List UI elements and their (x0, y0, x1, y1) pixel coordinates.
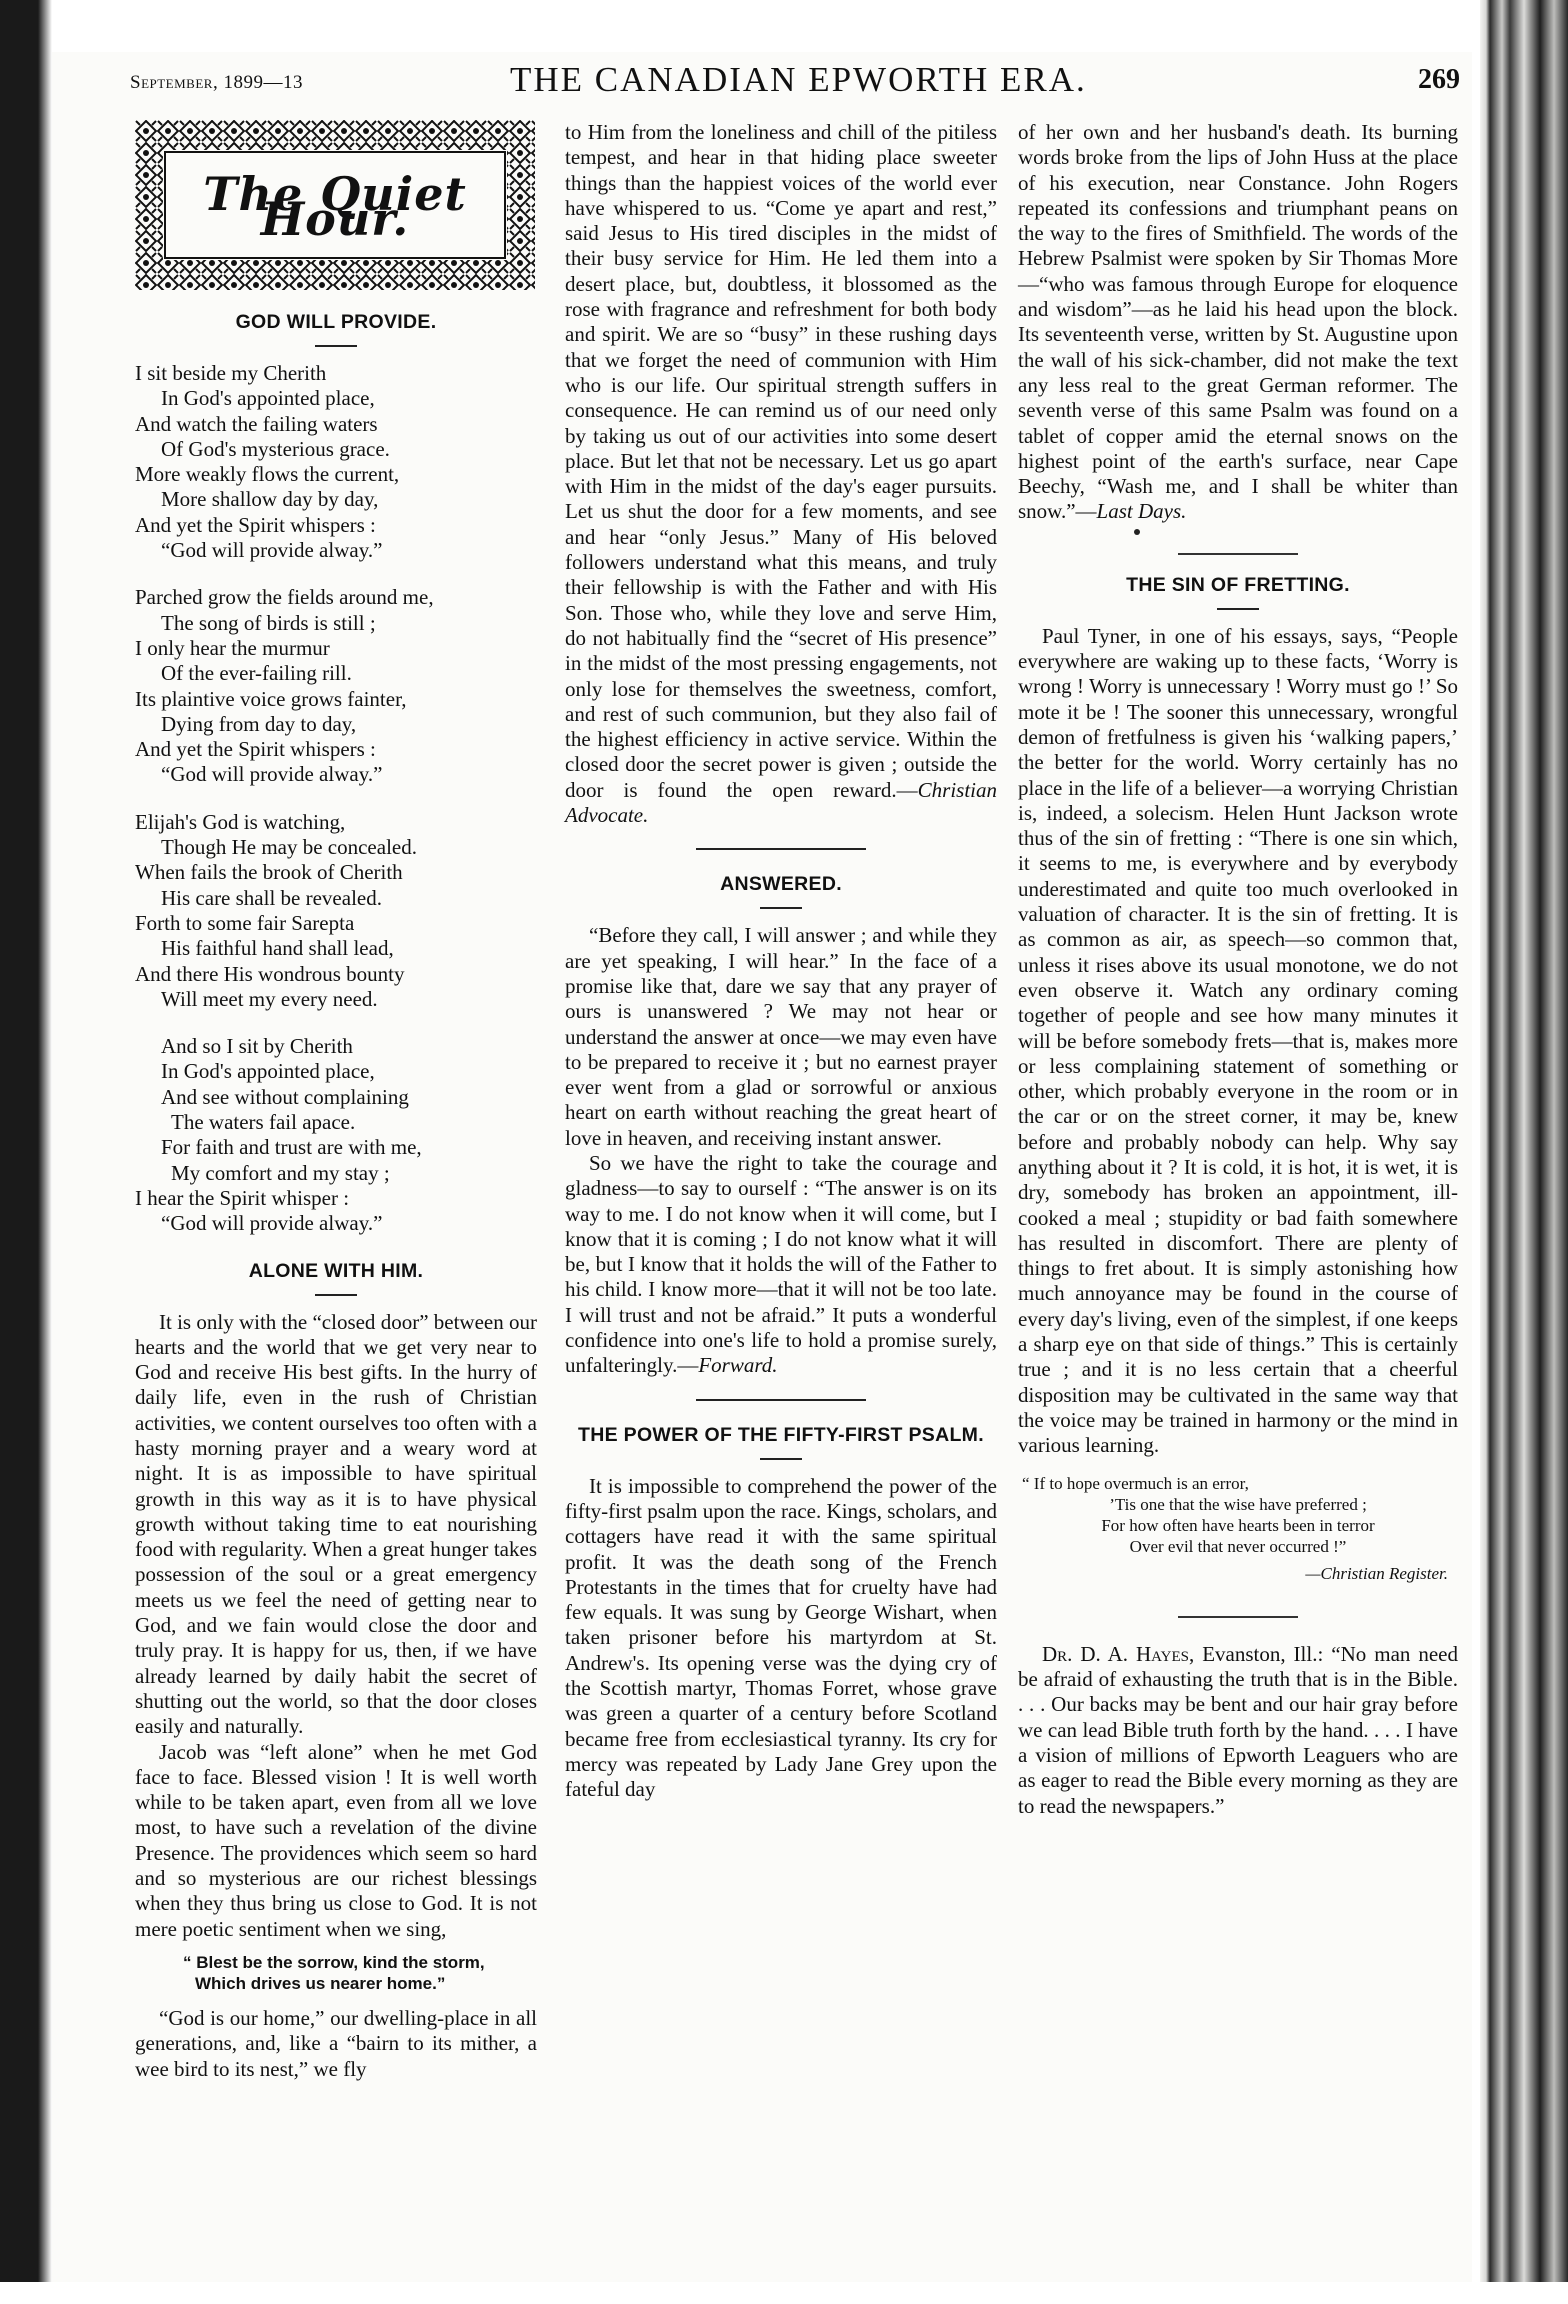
poem-line: Though He may be concealed. (161, 835, 417, 860)
source-attribution: Forward. (698, 1353, 778, 1378)
poem-line: In God's appointed place, (161, 386, 375, 411)
column-1 (135, 120, 537, 2082)
poem-line: Forth to some fair Sarepta (135, 910, 355, 935)
poem-stanza (135, 585, 537, 787)
section-divider (696, 848, 866, 850)
column-3 (1018, 120, 1458, 1819)
poem-line: Of the ever-failing rill. (161, 661, 352, 686)
poem-line: “God will provide alway.” (161, 1211, 383, 1236)
article-paragraph: It is only with the “closed door” between our hearts and the world that we get very near to God and receive His best gifts. In the hurry of daily life, even in the rush of Christian activities, we content ourselves too often with a hasty morning prayer and a weary word at night. It is as impossible to have spiritual growth in this way as it is to have physical growth without taking time to eat nourishing food with regularity. When a great hunger takes possession of the soul or a great emergency meets us we feel the need of getting near to God, and we fain would close the door and truly pray. It is happy for us, then, if we have already learned by daily habit the secret of shutting out the world, so that the door closes easily and naturally. (135, 1309, 537, 1739)
paragraph-text: to Him from the loneliness and chill of the pitiless tempest, and hear in that hiding place sweeter things than the happiest voices of the world ever have whispered to us. “Come ye apart and rest,” said Jesus to His tired disciples in the midst of their busy service for Him. He led them into a desert place, but, doubtless, it blossomed as the rose with fragrance and refreshment for both body and spirit. We are so “busy” in these rushing days that we forget the need of communion with Him who is our life. Our spiritual strength suffers in consequence. He can remind us of our need only by taking us out of our activities into some desert place. But let that not be necessary. Let us go apart with Him in the midst of the day's eager pursuits. Let us shut the door for a few moments, and see and hear “only Jesus.” Many of His beloved followers understand what this means, and truly their fellowship is with the Father and with His Son. Those who, while they love and serve Him, do not habitually find the “secret of His presence” in the midst of the most pressing engagements, not only lose for themselves the sweetness, comfort, and rest of such communion, but they also fail of the highest efficiency in active service. Within the closed door the secret power is given ; outside the door is found the open reward.— (565, 120, 997, 802)
paragraph-text: , Evanston, Ill.: “No man need be afraid of exhausting the truth that is in the Bible. . . . Our backs may be bent and our hair gray before we can lead Bible truth forth by the hand. . . . I have a vision of millions of Epworth Leaguers who are as eager to read the Bible every morning as they are to read the newspapers.” (1018, 1641, 1458, 1818)
poem-line: Its plaintive voice grows fainter, (135, 686, 407, 711)
book-spine (1480, 0, 1568, 2304)
poem-line: And watch the failing waters (135, 411, 378, 436)
poem-line: Dying from day to day, (161, 711, 357, 736)
heading-rule (1217, 608, 1259, 610)
article-paragraph (1018, 1642, 1458, 1819)
heading-rule (760, 1458, 802, 1460)
paragraph-text: So we have the right to take the courage and gladness—to say to ourself : “The answer is on its way to me. I do not know when it will come, but I know that it is coming ; I do not know what it will be, but I know that it holds the will of the Father to his child. I know more—that it will not be too late. I will trust and not be afraid.” It puts a wonderful confidence into one's life to hold a promise surely, unfalteringly.— (565, 1150, 997, 1378)
poem-line: “God will provide alway.” (161, 762, 383, 787)
quiet-hour-banner (135, 120, 535, 298)
poem-line: The waters fail apace. (171, 1110, 356, 1135)
heading-rule (315, 345, 357, 347)
poem-line: And see without complaining (161, 1084, 409, 1109)
poem-line: I sit beside my Cherith (135, 361, 327, 385)
source-attribution: Christian Advocate. (565, 777, 997, 828)
poem-line: When fails the brook of Cherith (135, 860, 403, 885)
article-heading: THE SIN OF FRETTING. (1126, 573, 1350, 596)
article-paragraph: “God is our home,” our dwelling-place in all generations, and, like a “bairn to its mither, a wee bird to its nest,” we fly (135, 2005, 537, 2081)
page-header (130, 58, 1470, 104)
poem-line: And there His wondrous bounty (135, 961, 405, 986)
section-divider (1178, 1616, 1298, 1618)
poem-line: More weakly flows the current, (135, 462, 400, 487)
poem-line: For faith and trust are with me, (161, 1135, 422, 1160)
article-heading: ANSWERED. (720, 873, 842, 896)
poem-line: My comfort and my stay ; (171, 1160, 390, 1185)
poem-god-will-provide (135, 361, 537, 1237)
article-paragraph: It is impossible to comprehend the power of the fifty-first psalm upon the race. Kings, scholars, and cottagers have read it with the same spiritual profit. It was the death song of the French Protestants in the times that for cruelty have had few equals. It was sung by George Wishart, when taken prisoner before his martyrdom at St. Andrew's. Its opening verse was the dying cry of the Scottish martyr, Thomas Forret, whose grave was green a quarter of a century before Scotland became free from ecclesiastical tyranny. Its cry for mercy was repeated by Lady Jane Grey upon the fateful day (565, 1473, 997, 1802)
section-title: The Quiet Hour. (203, 167, 467, 247)
column-2 (565, 120, 997, 1803)
quote-line: “ Blest be the sorrow, kind the storm, (183, 1952, 485, 1972)
article-paragraph: Jacob was “left alone” when he met God face to face. Blessed vision ! It is well worth while to be taken apart, even from all we love most, to have such a revelation of the divine Presence. The providences which seem so hard and so mysterious are our richest blessings when they thus bring us close to God. It is not mere poetic sentiment when we sing, (135, 1739, 537, 1941)
poem-stanza (135, 1034, 537, 1236)
heading-rule (315, 1294, 357, 1296)
poem-line: And yet the Spirit whispers : (135, 512, 376, 537)
poem-line: And so I sit by Cherith (161, 1034, 353, 1059)
article-paragraph: “Before they call, I will answer ; and while they are yet speaking, I will hear.” In the face of a promise like that, dare we say that any prayer of ours is unanswered ? We may not hear or understand the answer at once—we may even have to be prepared to receive it ; but no earnest prayer ever went from a glad or sorrowful or anxious heart on earth without reaching the great heart of love in heaven, and receiving instant answer. (565, 923, 997, 1150)
article-paragraph (565, 120, 997, 828)
poem-stanza (135, 361, 537, 563)
publication-title: THE CANADIAN EPWORTH ERA. (510, 60, 1087, 99)
verse-quote (1018, 1473, 1458, 1557)
heading-rule (760, 907, 802, 909)
poem-line: Parched grow the fields around me, (135, 585, 434, 610)
poem-line: In God's appointed place, (161, 1059, 375, 1084)
poem-line: “God will provide alway.” (161, 538, 383, 563)
poem-line: I only hear the murmur (135, 635, 330, 660)
article-paragraph: Paul Tyner, in one of his essays, says, “People everywhere are waking up to these facts, ‘Worry is wrong ! Worry is unnecessary ! Worry must go !’ So mote it be ! The sooner this unnecessary, wrongful demon of fretfulness is given his ‘walking papers,’ the better for the world. Worry certainly has no place in the life of a believer—a worrying Christian is, indeed, a solecism. Helen Hunt Jackson wrote thus of the sin of fretting : “There is one sin which, it seems to me, is everywhere and by everybody underestimated and quite too much overlooked in valuation of character. It is the sin of fretting. It is as common as air, as speech—so common that, unless it rises above its usual monotone, we do not even observe it. Watch any ordinary coming together of people and see how many minutes it will be before somebody frets—that is, makes more or less complaining statement of something or other, which probably everyone in the room or in the car or on the street corner, it may be, knew before and probably nobody can help. Why say anything about it ? It is cold, it is hot, it is wet, it is dry, somebody has broken an appointment, ill-cooked a meal ; stupidity or bad faith somewhere has resulted in discomfort. There are plenty of things to fret about. It is simply astonishing how much annoyance may be found in the course of every day's living, even of the simplest, if one keeps a sharp eye on that side of things.” This is certainly true ; and it is no less certain that a cheerful disposition may be cultivated in the same way that the voice may be trained in harmony or the mind in various learning. (1018, 623, 1458, 1458)
poem-line: The song of birds is still ; (161, 610, 376, 635)
poem-line: His faithful hand shall lead, (161, 936, 394, 961)
scan-bottom-edge (0, 2282, 1568, 2304)
poem-stanza (135, 810, 537, 1012)
ornament-dot (1134, 529, 1140, 535)
poem-line: Will meet my every need. (161, 986, 378, 1011)
verse-line: ’Tis one that the wise have preferred ; (1109, 1494, 1367, 1514)
article-heading: ALONE WITH HIM. (248, 1259, 424, 1282)
article-paragraph (1018, 120, 1458, 525)
poem-line: And yet the Spirit whispers : (135, 737, 376, 762)
poem-line: His care shall be revealed. (161, 885, 382, 910)
verse-line: Over evil that never occurred !” (1129, 1536, 1347, 1556)
source-attribution: —Christian Register. (1305, 1563, 1448, 1583)
author-name: Dr. D. A. Hayes (1042, 1641, 1189, 1666)
issue-date: September, 1899—13 (130, 72, 303, 93)
section-divider (1178, 553, 1298, 555)
verse-line: “ If to hope overmuch is an error, (1022, 1473, 1249, 1493)
paragraph-text: of her own and her husband's death. Its burning words broke from the lips of John Huss at the place of his execution, near Constance. John Rogers repeated its confessions and triumphant peans on the way to the fires of Smithfield. The words of the Hebrew Psalmist were spoken by Sir Thomas More—“who was famous through Europe for eloquence and wisdom”—as he laid his head upon the block. Its seventeenth verse, written by St. Augustine upon the wall of his sick-chamber, did not make the text any less real to the great German reformer. The seventh verse of this same Psalm was found on a tablet of copper amid the eternal snows on the highest point of the earth's surface, near Cape Beechy, “Wash me, and I shall be whiter than snow.”— (1018, 120, 1458, 524)
verse-line: For how often have hearts been in terror (1101, 1515, 1375, 1535)
scan-left-edge (0, 0, 52, 2304)
article-heading: THE POWER OF THE FIFTY-FIRST PSALM. (578, 1423, 984, 1446)
hymn-quote (183, 1952, 537, 1994)
poem-line: Of God's mysterious grace. (161, 436, 390, 461)
poem-heading: GOD WILL PROVIDE. (235, 311, 437, 333)
poem-line: I hear the Spirit whisper : (135, 1185, 350, 1210)
poem-line: More shallow day by day, (161, 487, 379, 512)
article-paragraph (565, 1151, 997, 1379)
section-divider (696, 1399, 866, 1401)
source-attribution: Last Days. (1096, 499, 1187, 524)
page-number: 269 (1418, 64, 1460, 95)
poem-line: Elijah's God is watching, (135, 809, 346, 834)
quote-line: Which drives us nearer home.” (195, 1973, 446, 1993)
